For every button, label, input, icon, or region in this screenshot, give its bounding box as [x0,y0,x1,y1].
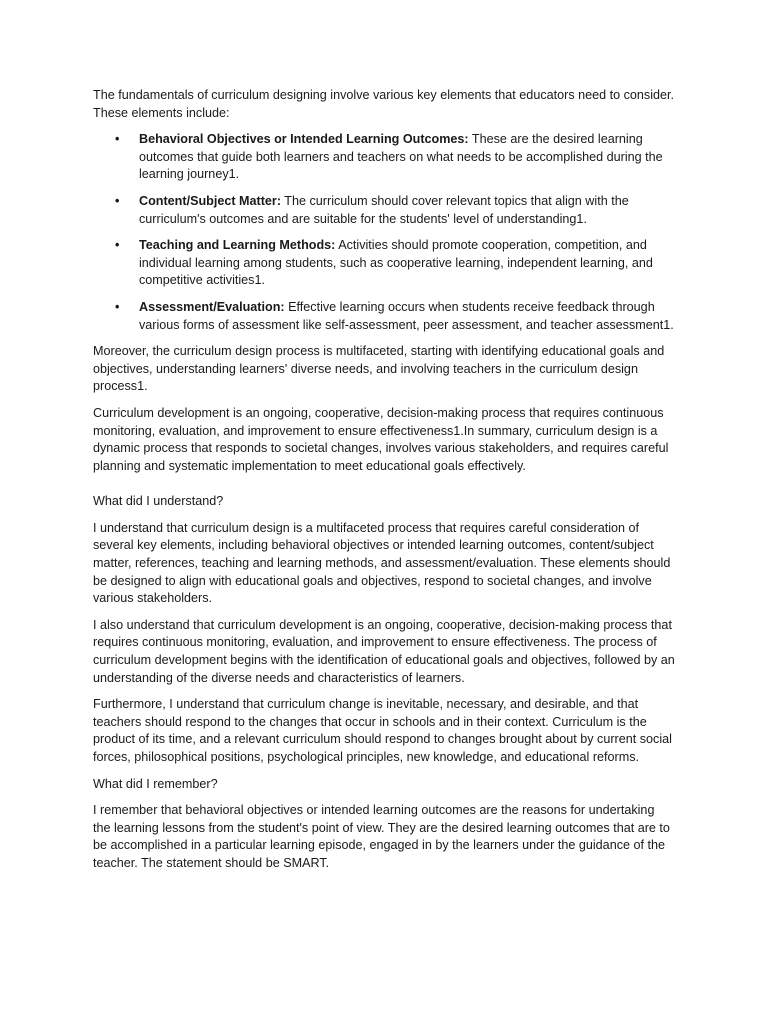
list-item-text: Effective learning occurs when students receive feedback through various forms of assessment like self-assessment, peer assessment, and teacher assessment1. [139,299,674,332]
list-item-text: The curriculum should cover relevant topics that align with the curriculum's outcomes and are suitable for the students' level of understanding1. [139,193,629,226]
list-item-text: Activities should promote cooperation, competition, and individual learning among students, such as cooperative learning, independent learning, and competitive activities1. [139,238,653,288]
understand-paragraph: I also understand that curriculum development is an ongoing, cooperative, decision-making process that requires continuous monitoring, evaluation, and improvement to ensure effectiveness. The process of curriculum development begins with the identification of educational goals and objectives, followed by an understanding of the diverse needs and characteristics of learners. [93,617,675,685]
elements-list [93,131,675,334]
list-item [115,131,675,184]
bullet-icon: • [115,299,120,314]
bullet-icon: • [115,238,120,253]
understand-paragraph: Furthermore, I understand that curriculum change is inevitable, necessary, and desirable, and that teachers should respond to the changes that occur in schools and in their context. Curriculum is the product of its time, and a relevant curriculum should respond to changes brought about by current social forces, philosophical positions, psychological principles, new knowledge, and educational reforms. [93,697,672,764]
moreover-paragraph: Moreover, the curriculum design process is multifaceted, starting with identifying educational goals and objectives, understanding learners' diverse needs, and involving teachers in the curriculum design process1. [93,344,665,394]
intro-paragraph: The fundamentals of curriculum designing involve various key elements that educators need to consider. These elements include: [93,88,675,120]
list-item [115,237,675,290]
list-item-title: Behavioral Objectives or Intended Learning Outcomes: [139,132,469,147]
bullet-icon: • [115,193,120,208]
list-item [115,299,675,334]
list-item-text: These are the desired learning outcomes that guide both learners and teachers on what needs to be accomplished during the learning journey1. [139,132,663,182]
list-item-title: Assessment/Evaluation: [139,299,285,314]
remember-paragraph: I remember that behavioral objectives or intended learning outcomes are the reasons for undertaking the learning lessons from the student's point of view. They are the desired learning outcomes that are to be accomplished in a particular learning episode, engaged in by the learners under the guidance of the teacher. The statement should be SMART. [93,803,670,870]
understand-heading: What did I understand? [93,494,224,509]
remember-heading: What did I remember? [93,776,218,791]
list-item-title: Teaching and Learning Methods: [139,238,336,253]
understand-paragraph: I understand that curriculum design is a multifaceted process that requires careful consideration of several key elements, including behavioral objectives or intended learning outcomes, content/subject matter, references, teaching and learning methods, and assessment/evaluation. These elements should be designed to align with educational goals and objectives, respond to societal changes, and involve various stakeholders. [93,520,671,606]
development-paragraph: Curriculum development is an ongoing, cooperative, decision-making process that requires continuous monitoring, evaluation, and improvement to ensure effectiveness1.In summary, curriculum design is a dynamic process that responds to societal changes, involves various stakeholders, and requires careful planning and systematic implementation to meet educational goals effectively. [93,405,669,473]
list-item [115,193,675,228]
bullet-icon: • [115,132,120,147]
list-item-title: Content/Subject Matter: [139,193,282,208]
document-page [93,87,675,882]
